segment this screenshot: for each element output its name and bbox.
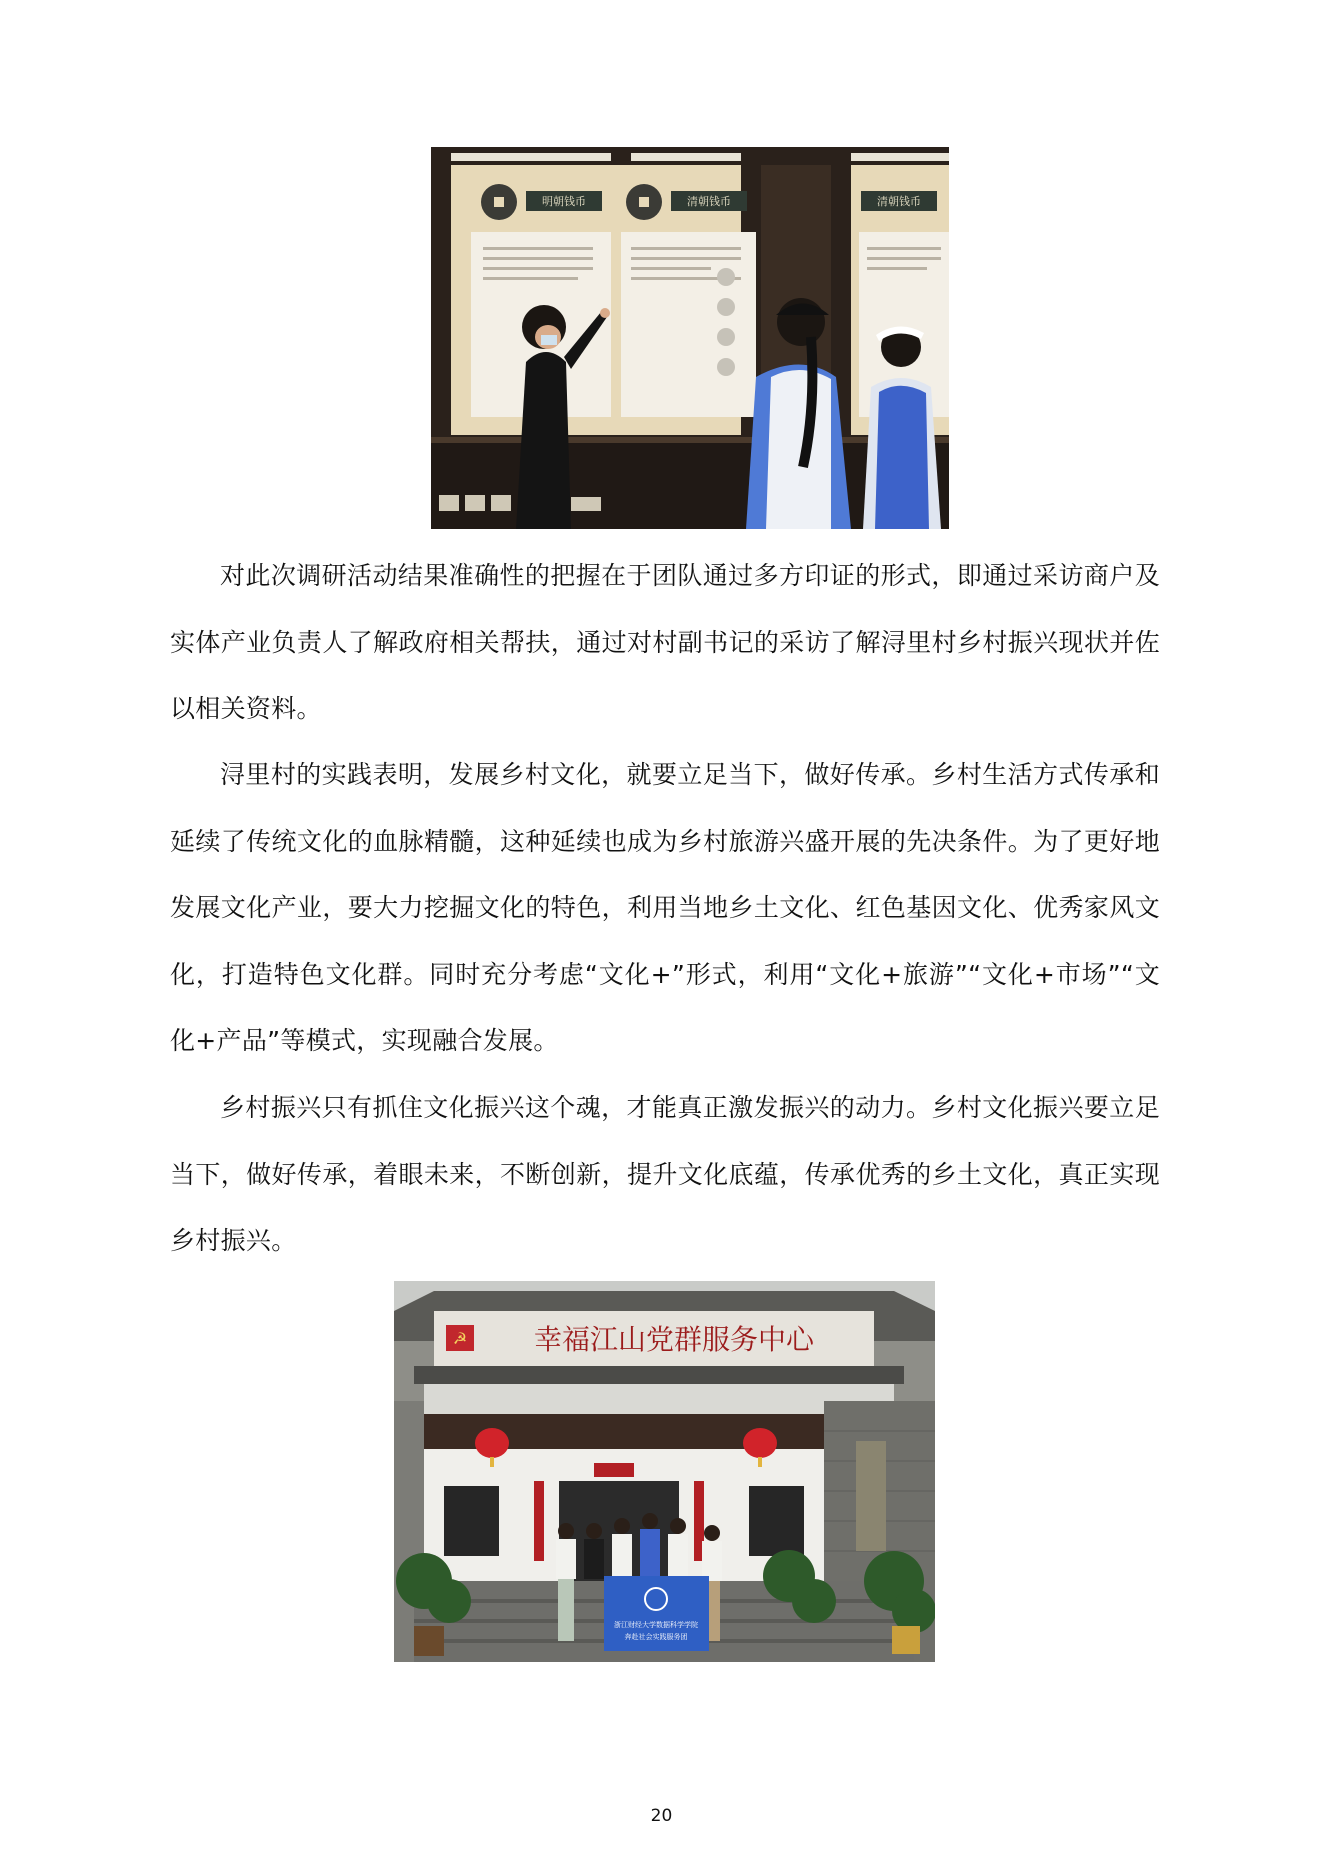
board-label-qing-2: 清朝钱币 [877,195,921,208]
paragraph-rural-revitalization: 乡村振兴只有抓住文化振兴这个魂，才能真正激发振兴的动力。乡村文化振兴要立足当下，做好传承，着眼未来，不断创新，提升文化底蕴，传承优秀的乡土文化，真正实现乡村振兴。 [170,1093,1160,1255]
paragraph-verification: 对此次调研活动结果准确性的把握在于团队通过多方印证的形式，即通过采访商户及实体产业负责人了解政府相关帮扶，通过对村副书记的采访了解浔里村乡村振兴现状并佐以相关资料。 [170,561,1160,723]
banner-line-2: 奔赴社会实践服务团 [624,1633,688,1641]
svg-text:☭: ☭ [452,1329,468,1348]
service-center-group-photo [394,1281,935,1662]
page-number: 20 [650,1806,673,1826]
board-label-ming: 明朝钱币 [542,195,586,208]
banner-line-1: 浙江财经大学数据科学学院 [614,1621,698,1629]
museum-exhibit-photo [431,147,949,529]
paragraph-culture-practice: 浔里村的实践表明，发展乡村文化，就要立足当下，做好传承。乡村生活方式传承和延续了传统文化的血脉精髓，这种延续也成为乡村旅游兴盛开展的先决条件。为了更好地发展文化产业，要大力挖掘文化的特色，利用当地乡土文化、红色基因文化、优秀家风文化，打造特色文化群。同时充分考虑“文化+”形式，利用“文化+旅游”“文化+市场”“文化+产品”等模式，实现融合发展。 [170,760,1160,1055]
board-label-qing: 清朝钱币 [687,195,731,208]
building-sign-text: 幸福江山党群服务中心 [533,1323,815,1356]
